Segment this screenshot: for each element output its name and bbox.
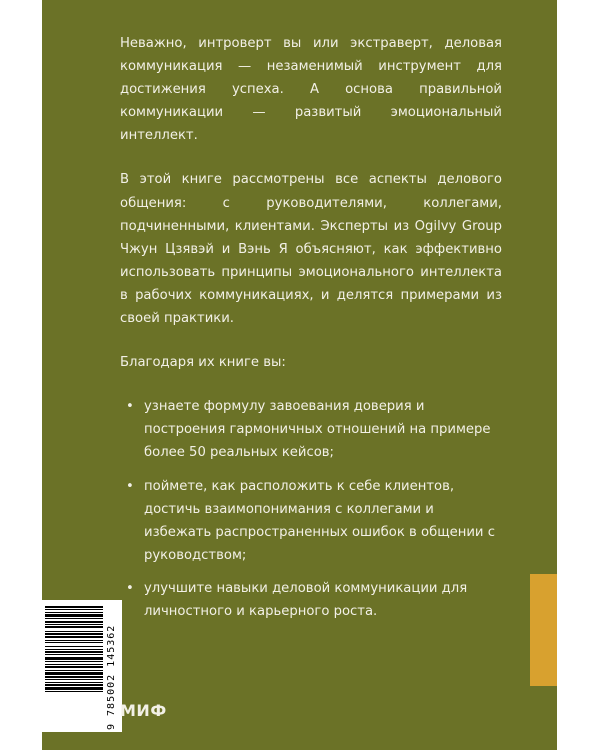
accent-color-tab [530,574,557,686]
publisher-logo-text: МИФ [120,701,167,720]
barcode-bar [45,682,103,683]
barcode-bar [45,636,103,638]
barcode-bar [45,672,103,675]
barcode-bar [45,612,103,613]
barcode-bar [45,651,103,653]
barcode-bar [45,609,103,610]
barcode-bar [45,691,103,692]
barcode-bar [45,657,103,660]
barcode-bar [45,679,103,680]
benefits-list [120,395,502,623]
barcode-bar [45,631,103,632]
barcode-bar [45,661,103,662]
barcode-bar [45,621,103,623]
barcode-bars [45,604,103,728]
benefit-item: • узнаете формулу завоевания доверия и построения гармоничных отношений на примере более 50 реальных кейсов; [120,395,502,464]
benefits-lead: Благодаря их книге вы: [120,355,286,371]
barcode-bar [45,618,103,619]
barcode-bar [45,649,103,650]
barcode-bar [45,676,103,678]
benefit-item: • улучшите навыки деловой коммуникации для личностного и карьерного роста. [120,577,502,623]
isbn-digits: 9 785002 145362 [106,624,117,730]
barcode-bar [45,666,103,668]
barcode-bar [45,670,103,671]
barcode-bar [45,687,103,690]
cover-text-block [120,32,502,633]
barcode-bar [45,654,103,655]
barcode-bar [45,640,103,641]
barcode-bar [45,664,103,665]
benefit-item: • поймете, как расположить к себе клиентов, достичь взаимопонимания с коллегами и избежать распространенных ошибок в общении с руководством; [120,475,502,567]
isbn-barcode [42,600,122,732]
barcode-bar [45,626,103,628]
barcode-bar [45,684,103,686]
barcode-bar [45,614,103,617]
barcode-bar [45,633,103,635]
description-paragraph: В этой книге рассмотрены все аспекты делового общения: с руководителями, коллегами, подчиненными, клиентами. Эксперты из Ogilvy Group Чжун Цзявэй и Вэнь Я объясняют, как эффективно использовать принципы эмоционального интеллекта в рабочих коммуникациях, и делятся примерами из своей практики. [120,172,502,327]
barcode-bar [45,624,103,625]
barcode-bar [45,606,103,608]
barcode-bar [45,646,103,647]
barcode-bar [45,642,103,643]
publisher-logo [120,701,167,720]
intro-paragraph: Неважно, интроверт вы или экстраверт, деловая коммуникация — незаменимый инструмент для достижения успеха. А основа правильной коммуникации — развитый эмоциональный интеллект. [120,36,502,144]
